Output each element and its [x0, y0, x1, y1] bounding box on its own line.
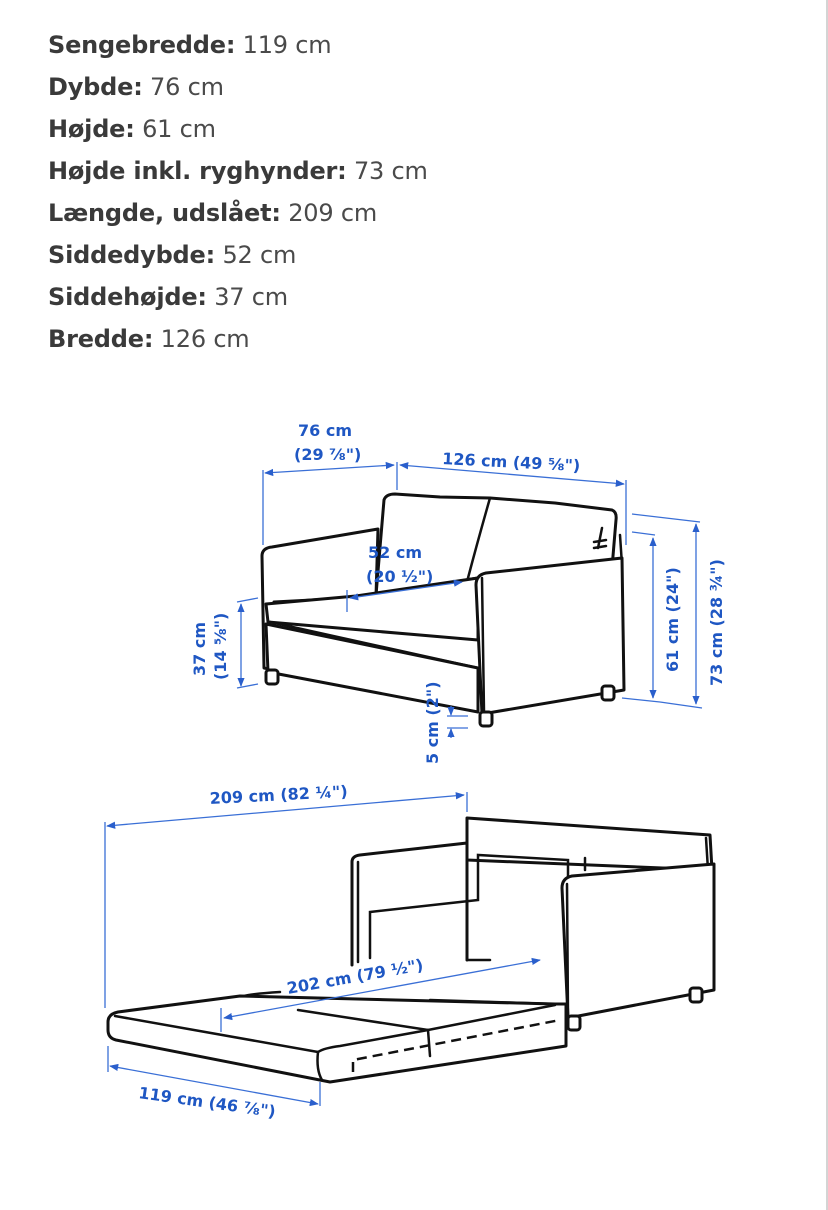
- spec-value: 209 cm: [280, 199, 378, 227]
- spec-bed-width: [48, 24, 428, 66]
- product-dimensions-list: [48, 24, 428, 360]
- spec-value: 52 cm: [215, 241, 297, 269]
- sofa-illustration: [262, 494, 624, 726]
- dim-mattress-length: 202 cm (79 ½"): [285, 955, 425, 998]
- spec-value: 61 cm: [134, 115, 216, 143]
- spec-label: Højde:: [48, 115, 135, 143]
- dim-height: 61 cm (24"): [663, 567, 682, 672]
- dim-seat-height-in: (14 ⅝"): [211, 612, 230, 680]
- dim-seat-depth-in: (20 ½"): [366, 567, 434, 586]
- dim-depth-in: (29 ⅞"): [294, 445, 362, 464]
- spec-value: 119 cm: [235, 31, 332, 59]
- spec-label: Dybde:: [48, 73, 143, 101]
- spec-value: 126 cm: [153, 325, 250, 353]
- dim-leg-height: 5 cm (2"): [423, 681, 442, 764]
- spec-label: Bredde:: [48, 325, 154, 353]
- dim-total-length: 209 cm (82 ¼"): [209, 781, 349, 808]
- spec-label: Siddedybde:: [48, 241, 216, 269]
- spec-height-incl-cushions: [48, 150, 428, 192]
- spec-value: 37 cm: [206, 283, 288, 311]
- spec-label: Højde inkl. ryghynder:: [48, 157, 347, 185]
- spec-seat-depth: [48, 234, 428, 276]
- spec-label: Sengebredde:: [48, 31, 236, 59]
- spec-label: Siddehøjde:: [48, 283, 207, 311]
- dim-width: 126 cm (49 ⅝"): [441, 449, 581, 476]
- spec-depth: [48, 66, 428, 108]
- dim-depth-cm: 76 cm: [298, 421, 352, 440]
- spec-label: Længde, udslået:: [48, 199, 281, 227]
- spec-seat-height: [48, 276, 428, 318]
- sofa-bed-illustration: [108, 818, 714, 1082]
- spec-value: 76 cm: [142, 73, 224, 101]
- dim-seat-height-cm: 37 cm: [190, 622, 209, 676]
- dim-seat-depth-cm: 52 cm: [368, 543, 422, 562]
- spec-height: [48, 108, 428, 150]
- spec-length-extended: [48, 192, 428, 234]
- dimension-diagram: [0, 400, 828, 1160]
- spec-width: [48, 318, 428, 360]
- dim-bed-width: 119 cm (46 ⅞"): [137, 1083, 277, 1122]
- spec-value: 73 cm: [346, 157, 428, 185]
- dim-height-incl-cushions: 73 cm (28 ¾"): [707, 559, 726, 686]
